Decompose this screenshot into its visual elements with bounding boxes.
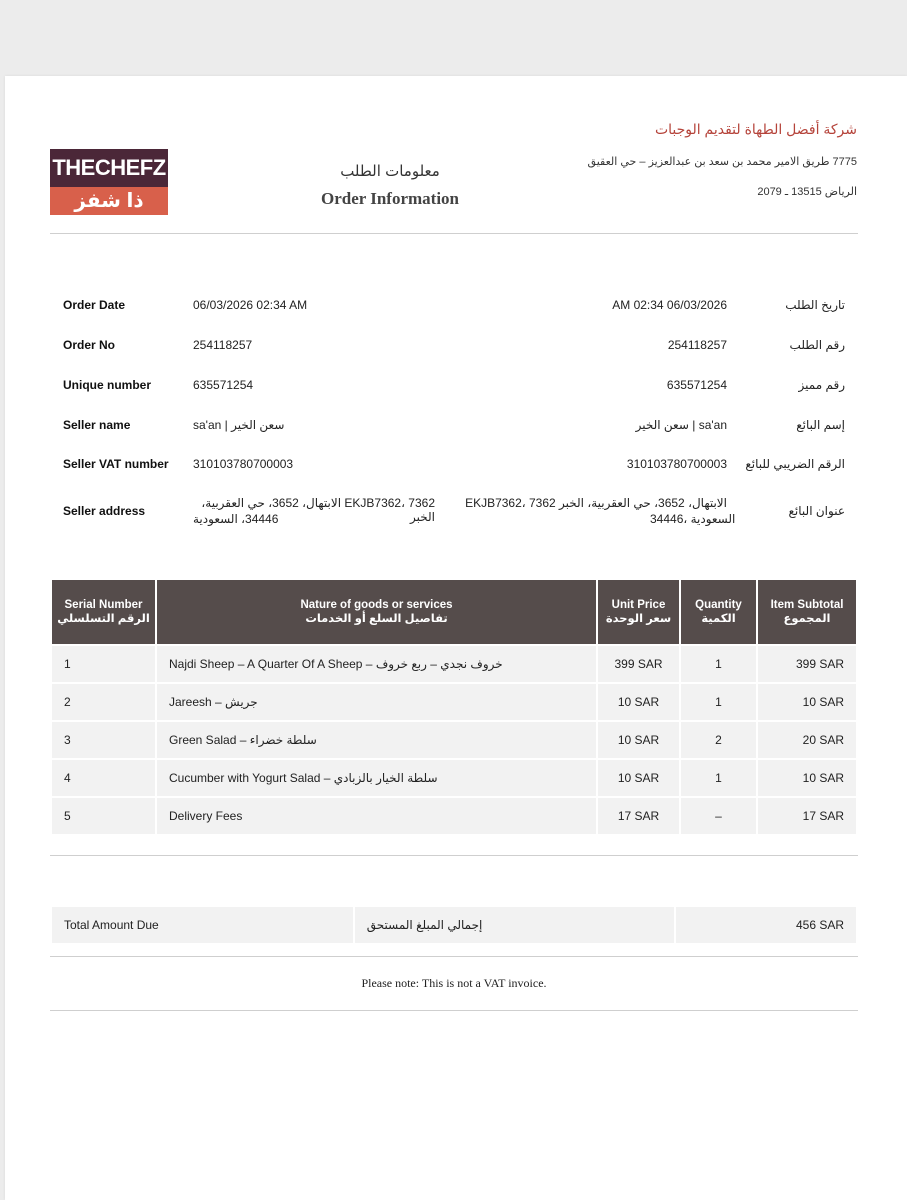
- order-date-value-ar: AM 02:34 06/03/2026: [612, 298, 727, 312]
- company-address-line1: 7775 طريق الامير محمد بن سعد بن عبدالعزيز – حي العقيق: [587, 156, 857, 168]
- divider: [50, 233, 858, 234]
- divider: [50, 956, 858, 957]
- total-label-ar: إجمالي المبلغ المستحق: [355, 907, 674, 943]
- row-description: Najdi Sheep – A Quarter Of A Sheep – خروف نجدي – ربع خروف: [157, 646, 596, 682]
- order-date-value: 06/03/2026 02:34 AM: [193, 298, 308, 312]
- row-serial: 3: [52, 722, 155, 758]
- table-row: [52, 798, 856, 834]
- row-serial: 1: [52, 646, 155, 682]
- total-value: 456 SAR: [676, 907, 856, 943]
- seller-vat-value-ar: 310103780700003: [626, 457, 727, 471]
- order-no-label: Order No: [63, 338, 116, 352]
- header-item-subtotal: Item Subtotal المجموع: [758, 580, 856, 644]
- row-unit-price: 399 SAR: [598, 646, 679, 682]
- row-quantity: –: [681, 798, 756, 834]
- company-address-line2: الرياض 13515 ـ 2079: [757, 186, 857, 198]
- logo-text-en: THECHEFZ: [50, 149, 168, 187]
- row-serial: 5: [52, 798, 155, 834]
- order-no-value-ar: 254118257: [667, 338, 727, 352]
- unique-number-label-ar: رقم مميز: [798, 378, 845, 392]
- row-description: Cucumber with Yogurt Salad – سلطة الخيار بالزبادي: [157, 760, 596, 796]
- total-label: Total Amount Due: [52, 907, 353, 943]
- order-date-label-ar: تاريخ الطلب: [785, 298, 845, 312]
- vat-note: Please note: This is not a VAT invoice.: [361, 976, 547, 990]
- thechefz-logo: [50, 149, 168, 215]
- company-name: شركة أفضل الطهاة لتقديم الوجبات: [654, 121, 857, 137]
- row-quantity: 1: [681, 684, 756, 720]
- table-header-row: [52, 580, 856, 644]
- seller-name-value: sa'an | سعن الخير: [193, 418, 285, 432]
- table-row: [52, 684, 856, 720]
- order-document: [5, 76, 907, 1200]
- seller-address-label-ar: عنوان البائع: [788, 504, 845, 518]
- unique-number-value: 635571254: [193, 378, 254, 392]
- row-serial: 4: [52, 760, 155, 796]
- order-date-label: Order Date: [63, 298, 126, 312]
- order-no-value: 254118257: [193, 338, 253, 352]
- row-description: Delivery Fees: [157, 798, 596, 834]
- seller-address-line1: EKJB7362، 7362 الابتهال، 3652، حي العقربية، الخبر: [201, 496, 435, 524]
- total-table: [50, 905, 858, 945]
- page-title-ar: معلومات الطلب: [340, 163, 440, 180]
- seller-vat-value: 310103780700003: [193, 457, 294, 471]
- divider: [50, 855, 858, 856]
- seller-name-label: Seller name: [63, 418, 131, 432]
- divider: [50, 1010, 858, 1011]
- row-quantity: 2: [681, 722, 756, 758]
- seller-vat-label-ar: الرقم الضريبي للبائع: [745, 457, 845, 471]
- table-row: [52, 722, 856, 758]
- row-subtotal: 10 SAR: [758, 684, 856, 720]
- header-serial-number: Serial Number الرقم التسلسلي: [52, 580, 155, 644]
- row-unit-price: 17 SAR: [598, 798, 679, 834]
- row-quantity: 1: [681, 646, 756, 682]
- table-row: [52, 646, 856, 682]
- row-subtotal: 20 SAR: [758, 722, 856, 758]
- seller-name-label-ar: إسم البائع: [796, 418, 845, 432]
- unique-number-label: Unique number: [63, 378, 152, 392]
- seller-address-label: Seller address: [63, 504, 146, 518]
- unique-number-value-ar: 635571254: [666, 378, 727, 392]
- seller-address-line1-ar: الابتهال، 3652، حي العقربية، الخبر EKJB7362، 7362: [465, 496, 727, 510]
- row-quantity: 1: [681, 760, 756, 796]
- header-quantity: Quantity الكمية: [681, 580, 756, 644]
- items-table: [50, 578, 858, 836]
- row-unit-price: 10 SAR: [598, 760, 679, 796]
- row-subtotal: 399 SAR: [758, 646, 856, 682]
- row-description: Green Salad – سلطة خضراء: [157, 722, 596, 758]
- page-title: Order Information: [320, 189, 460, 208]
- row-unit-price: 10 SAR: [598, 684, 679, 720]
- total-row: [52, 907, 856, 943]
- header-nature-of-goods: Nature of goods or services تفاصيل السلع أو الخدمات: [157, 580, 596, 644]
- table-row: [52, 760, 856, 796]
- order-no-label-ar: رقم الطلب: [789, 338, 845, 352]
- row-unit-price: 10 SAR: [598, 722, 679, 758]
- seller-name-value-ar: sa'an | سعن الخير: [635, 418, 727, 432]
- row-subtotal: 17 SAR: [758, 798, 856, 834]
- row-description: Jareesh – جريش: [157, 684, 596, 720]
- row-subtotal: 10 SAR: [758, 760, 856, 796]
- seller-address-line2-ar: 34446، السعودية: [650, 512, 736, 526]
- row-serial: 2: [52, 684, 155, 720]
- header-unit-price: Unit Price سعر الوحدة: [598, 580, 679, 644]
- seller-vat-label: Seller VAT number: [63, 457, 169, 471]
- logo-text-ar: ذا شفز: [50, 187, 168, 215]
- seller-address-line2: 34446، السعودية: [193, 512, 279, 526]
